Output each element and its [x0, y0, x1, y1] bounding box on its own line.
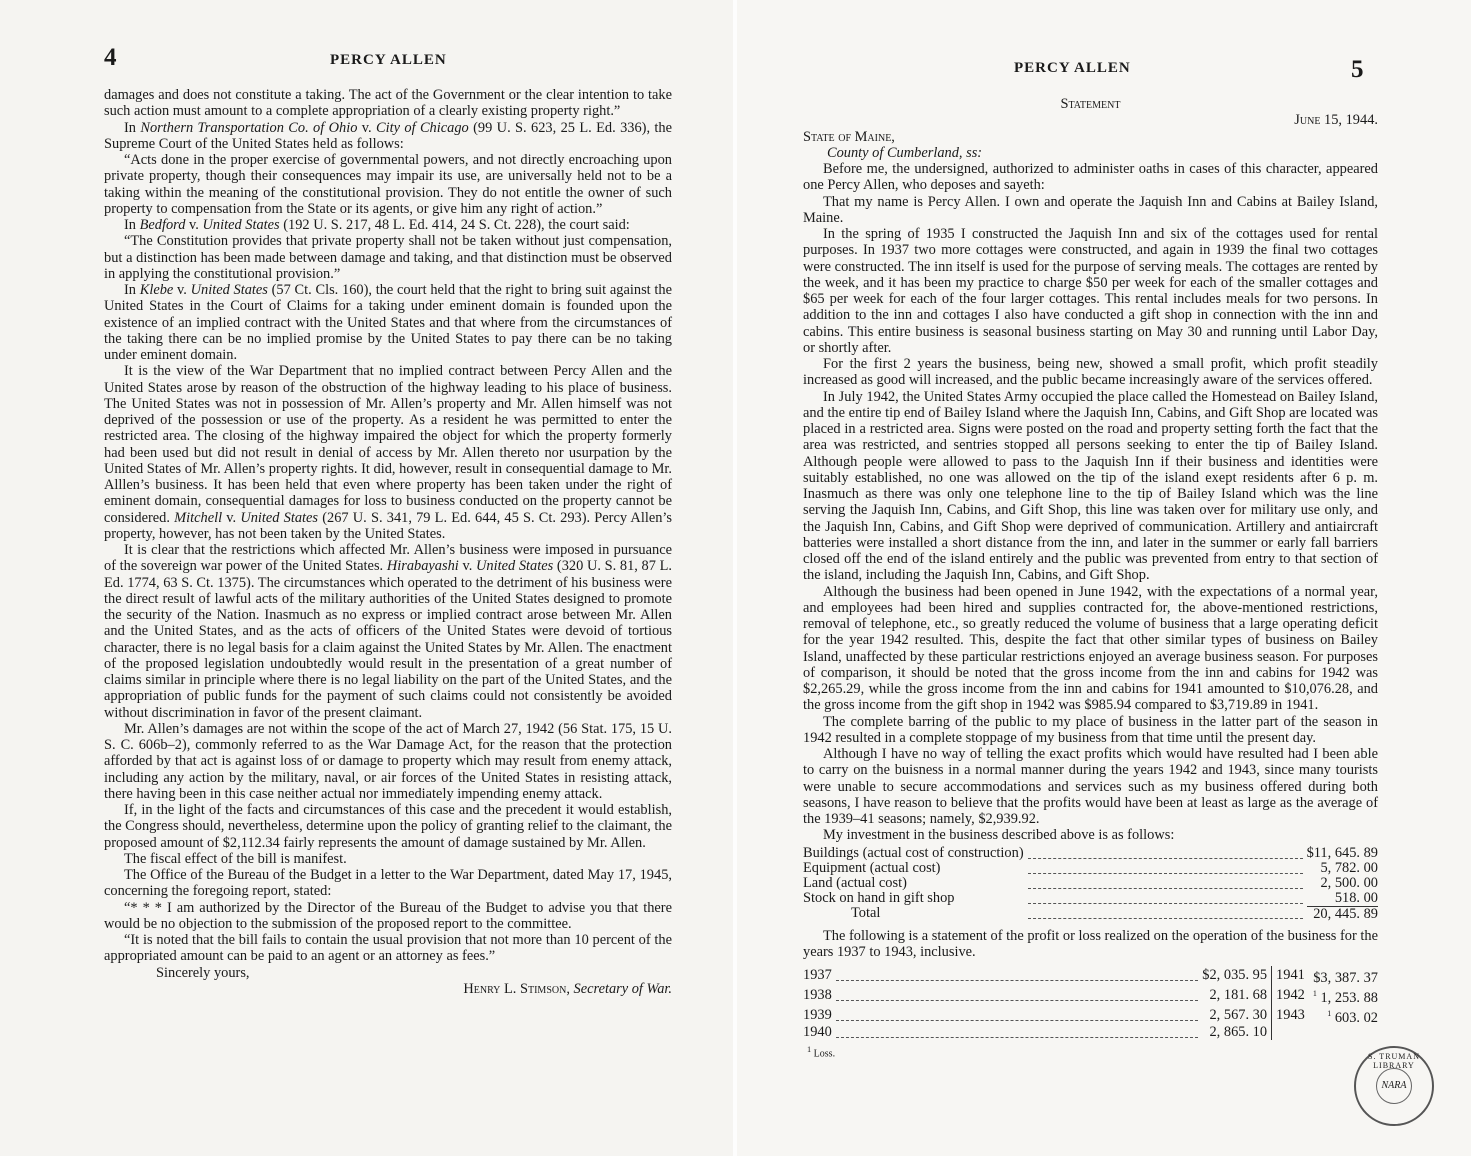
- running-head: PERCY ALLEN: [330, 52, 447, 68]
- table-row: [803, 861, 1378, 876]
- quotation: “* * * I am authorized by the Director of the Bureau of the Budget to advise you that there would be no objection to the submission of the proposed report to the committee.: [104, 899, 672, 932]
- paragraph: It is clear that the restrictions which affected Mr. Allen’s business were imposed in pursuance of the sovereign war power of the United States. Hirabayashi v. United States (320 U. S. 81, 87 L. Ed. 1774, 63 S. Ct. 1375). The circumstances which operated to the detriment of his business were the direct result of lawful acts of the military authorities of the United States designed to promote the security of the Nation. Inasmuch as no express or implied contract arose between Mr. Allen and the United States, and as the acts of officers of the United States were devoid of tortious character, there is no legal basis for a claim against the United States by Mr. Allen. The enactment of the proposed legislation undoubtedly would result in the presentation of a great number of claims similar in principle where there is no legal liability on the part of the United States, and the appropriation of public funds for the payment of such claims could not consistently be avoided without discrimination in favor of the present claimant.: [104, 542, 673, 721]
- year: 1938: [803, 987, 832, 1004]
- right-page: [737, 0, 1471, 1156]
- investment-amount: 5, 782. 00: [1320, 859, 1378, 876]
- paragraph: My investment in the business described above is as follows:: [823, 827, 1175, 844]
- leader-dots: [1024, 906, 1307, 922]
- table-row: [803, 966, 1378, 986]
- paragraph: Before me, the undersigned, authorized to administer oaths in cases of this character, appeared one Percy Allen, who deposes and sayeth:: [803, 161, 1378, 194]
- archive-stamp: [1354, 1046, 1434, 1126]
- loss-amount: $^1$ 603. 02: [1327, 1008, 1378, 1026]
- paragraph: In Bedford v. United States (192 U. S. 217, 48 L. Ed. 414, 24 S. Ct. 228), the court said:: [124, 217, 630, 233]
- year: 1937: [803, 967, 832, 984]
- table-row: [803, 891, 1378, 907]
- left-page: [0, 0, 733, 1156]
- year: 1941: [1276, 967, 1305, 984]
- investment-label: Buildings (actual cost of construction): [803, 844, 1024, 861]
- table-row: [803, 986, 1378, 1006]
- leader-dots: [832, 986, 1203, 1006]
- statement-heading: Statement: [1060, 96, 1121, 112]
- paragraph: The Office of the Bureau of the Budget in a letter to the War Department, dated May 17, 1945, concerning the foregoing report, stated:: [104, 867, 672, 900]
- paragraph: Although the business had been opened in June 1942, with the expectations of a normal year, and employees had been hired and supplies contracted for, the above-mentioned restrictions, removal of telephone, etc., so greatly reduced the volume of business that a large operating deficit for the year 1942 resulted. This, despite the fact that other similar types of business on Bailey Island, unaffected by these particular restrictions enjoyed an average business season. For purposes of comparison, it should be noted that the gross income from the inn and cabins for 1942 was $2,265.29, while the gross income from the inn and cabins for 1941 amounted to $10,076.28, and the gross income from the gift shop in 1942 was $985.94 compared to $3,719.89 in 1941.: [803, 583, 1378, 714]
- profit-amount: $2, 035. 95: [1202, 966, 1271, 986]
- year: 1943: [1276, 1006, 1305, 1023]
- total-amount: 20, 445. 89: [1313, 905, 1378, 922]
- loss-amount: $^1$ 1, 253. 88: [1312, 988, 1378, 1006]
- leader-dots: [832, 966, 1203, 986]
- investment-label: Equipment (actual cost): [803, 859, 941, 876]
- table-row: [803, 876, 1378, 891]
- leader-dots: [1305, 966, 1313, 986]
- investment-amount: 2, 500. 00: [1320, 874, 1378, 891]
- investment-table: [803, 846, 1378, 922]
- table-row: [803, 1025, 1378, 1040]
- profit-amount: 2, 567. 30: [1202, 1006, 1271, 1026]
- stamp-ring-text: S. TRUMAN LIBRARY: [1368, 1052, 1420, 1070]
- closing: Sincerely yours,: [156, 964, 250, 981]
- paragraph: In the spring of 1935 I constructed the Jaquish Inn and six of the cottages used for rental purposes. In 1937 two more cottages were constructed, and again in 1939 the final two cottages were constructed. The inn itself is used for the purpose of serving meals. The cottages are rented by the week, and it has been my practice to charge $50 per week for each of the smaller cottages and $65 per week for each of the four larger cottages. This rental includes meals for two persons. In addition to the inn and cottages I also have conducted a gift shop in connection with the inn and cabins. This entire business is seasonal business starting on May 30 and running until Labor Day, or shortly after.: [803, 226, 1378, 356]
- quotation: “It is noted that the bill fails to contain the usual provision that not more than 10 percent of the appropriated amount can be paid to an agent or an attorney as fees.”: [104, 932, 672, 965]
- venue-county: County of Cumberland, ss:: [827, 144, 983, 161]
- paragraph: damages and does not constitute a taking. The act of the Government or the clear intention to take such action must amount to a complete appropriation of a clearly existing property right.”: [104, 87, 672, 120]
- table-row: [803, 1006, 1378, 1026]
- investment-amount: 518. 00: [1307, 891, 1378, 907]
- investment-label: Stock on hand in gift shop: [803, 889, 955, 906]
- leader-dots: [1024, 891, 1307, 907]
- paragraph: For the first 2 years the business, being new, showed a small profit, which profit steadily increased as good will increased, and the public became increasingly aware of the services offered.: [803, 356, 1378, 389]
- leader-dots: [1024, 861, 1307, 876]
- year: 1939: [803, 1006, 832, 1023]
- paragraph: Although I have no way of telling the exact profits which would have resulted had I been able to carry on the buisness in a normal manner during the years 1942 and 1943, since many tourists were unable to secure accommodations and services such as my business offered during both seasons, I have reason to believe that the profits would have been at least as large as the average of the 1939–41 seasons; namely, $2,939.92.: [803, 746, 1378, 827]
- profit-amount: 2, 181. 68: [1202, 986, 1271, 1006]
- table-row: [803, 846, 1378, 861]
- quotation: “The Constitution provides that private property shall not be taken without just compensation, but a distinction has been made between damage and taking, and that distinction must be observed in applying the constitutional provision.”: [104, 233, 672, 282]
- leader-dots: [1024, 876, 1307, 891]
- leader-dots: [832, 1025, 1203, 1040]
- paragraph: The fiscal effect of the bill is manifest.: [124, 850, 347, 867]
- paragraph: It is the view of the War Department that no implied contract between Percy Allen and the United States arose by reason of the obstruction of the highway leading to his place of business. The United States was not in possession of Mr. Allen’s property and Mr. Allen himself was not deprived of the possession or use of the property. As a resident he was permitted to enter the restricted area. The closing of the highway impaired the object for which the property formerly had been used but did not result in denial of access by Mr. Allen thereto nor usurpation by the United States of Mr. Allen’s property rights. It did, however, result in consequential damage to Mr. Alllen’s business. It has been held that even where property has been taken under the right of eminent domain, consequential damages for loss to business conducted on the property cannot be considered. Mitchell v. United States (267 U. S. 341, 79 L. Ed. 644, 45 S. Ct. 293). Percy Allen’s property, however, has not been taken by the United States.: [104, 363, 673, 542]
- signer-title: Secretary of War.: [573, 980, 672, 997]
- page-number: 5: [1351, 56, 1364, 83]
- footnote: $^1$ Loss.: [807, 1045, 836, 1060]
- leader-dots: [1305, 1006, 1313, 1026]
- stamp-center-text: NARA: [1376, 1068, 1412, 1104]
- left-body: [104, 87, 672, 997]
- quotation: “Acts done in the proper exercise of governmental powers, and not directly encroaching upon private property, though their consequences may impair its use, are universally held not to be a taking within the meaning of the constitutional provision. They do not entitle the owner of such property to compensation from the State or its agents, or give him any right of action.”: [104, 152, 672, 217]
- paragraph: If, in the light of the facts and circumstances of this case and the precedent it would establish, the Congress should, nevertheless, determine upon the policy of granting relief to the claimant, the proposed amount of $2,112.34 fairly represents the amount of damage sustained by Mr. Allen.: [104, 802, 672, 851]
- investment-label: Land (actual cost): [803, 874, 907, 891]
- paragraph: In July 1942, the United States Army occupied the place called the Homestead on Bailey Island, and the entire tip end of Bailey Island where the Jaquish Inn, Cabins, and Gift Shop are located was placed in a restricted area. Signs were posted on the road and property setting forth the fact that the area was restricted, and sentries stopped all persons seeking to enter the tip of Bailey Island. Although people were allowed to pass to the Jaquish Inn if their business and identities were suitably established, no one was allowed on the tip of the island exept residents after 6 p. m. Inasmuch as there was only one telephone line to the tip of Bailey Island which was the line serving the Jaquish Inn, Cabins, and Gift Shop, this line was taken over for military use only, and the Jaquish Inn, Cabins, and Gift Shop were deprived of communication. Artillery and antiaircraft batteries were installed a short distance from the inn, and later in the summer or early fall barriers closed off the end of the island entirely and the public was prevented from entry to that section of the island, including the Jaquish Inn, Cabins, and Gift Shop.: [803, 388, 1378, 584]
- profit-loss-table: [803, 966, 1378, 1040]
- paragraph: That my name is Percy Allen. I own and operate the Jaquish Inn and Cabins at Bailey Island, Maine.: [803, 193, 1378, 226]
- paragraph: The following is a statement of the profit or loss realized on the operation of the business for the years 1937 to 1943, inclusive.: [803, 927, 1378, 960]
- leader-dots: [1305, 986, 1313, 1006]
- leader-dots: [1024, 846, 1307, 861]
- leader-dots: [832, 1006, 1203, 1026]
- table-total-row: [803, 906, 1378, 922]
- year: 1942: [1276, 987, 1305, 1004]
- paragraph: In Klebe v. United States (57 Ct. Cls. 160), the court held that the right to bring suit against the United States in the Court of Claims for a taking under eminent domain is founded upon the existence of an implied contract with the United States and that where from the circumstances of the taking there can be no implied promise by the United States to pay there can be no taking under eminent domain.: [104, 282, 672, 363]
- paragraph: In Northern Transportation Co. of Ohio v. City of Chicago (99 U. S. 623, 25 L. Ed. 336), the Supreme Court of the United States held as follows:: [104, 119, 673, 152]
- right-body: [803, 96, 1378, 1063]
- statement-date: June 15, 1944.: [1294, 112, 1378, 129]
- venue-state: State of Maine,: [803, 128, 895, 145]
- investment-amount: $11, 645. 89: [1306, 844, 1378, 861]
- profit-amount: $3, 387. 37: [1313, 969, 1378, 986]
- paragraph: The complete barring of the public to my place of business in the latter part of the season in 1942 resulted in a complete stoppage of my business from that time until the present day.: [803, 713, 1378, 746]
- paragraph: Mr. Allen’s damages are not within the scope of the act of March 27, 1942 (56 Stat. 175, 15 U. S. C. 606b–2), commonly referred to as the War Damage Act, for the reason that the protection afforded by that act is against loss of or damage to property which may result from enemy attack, including any action by the military, naval, or air forces of the United States in resisting attack, there having been in this case neither actual nor immediately impending enemy attack.: [104, 720, 672, 802]
- signer-name: Henry L. Stimson: [463, 980, 567, 997]
- signature-line: Henry L. Stimson, Secretary of War.: [463, 980, 672, 997]
- profit-amount: 2, 865. 10: [1202, 1025, 1271, 1040]
- running-head: PERCY ALLEN: [1014, 60, 1131, 76]
- year: 1940: [803, 1024, 832, 1041]
- total-label: Total: [851, 905, 881, 922]
- page-number: 4: [104, 44, 117, 71]
